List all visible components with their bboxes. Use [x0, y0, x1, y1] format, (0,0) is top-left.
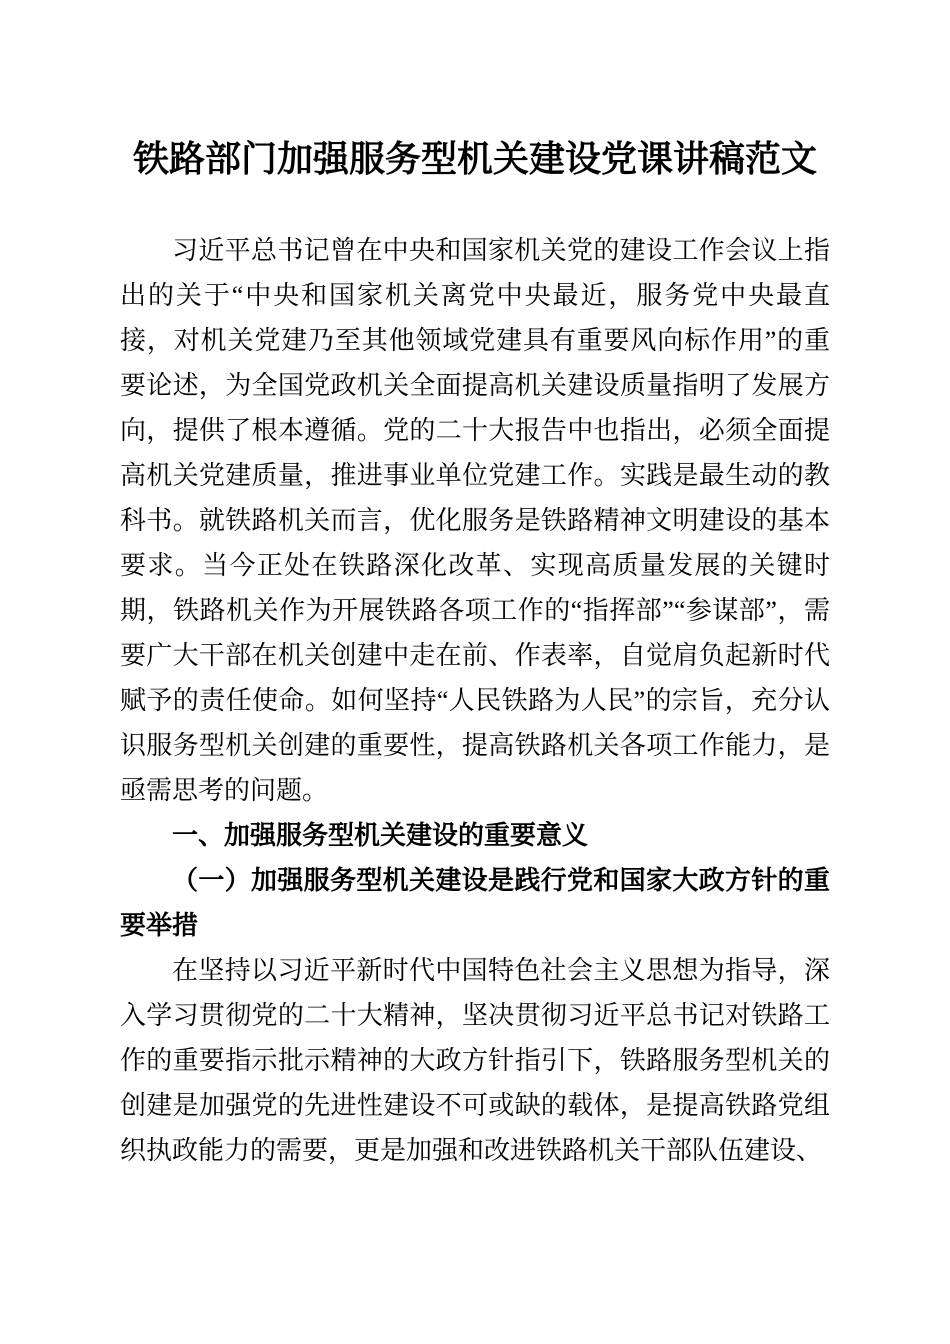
body-paragraph: 在坚持以习近平新时代中国特色社会主义思想为指导，深入学习贯彻党的二十大精神，坚决贯彻习近平总书记对铁路工作的重要指示批示精神的大政方针指引下，铁路服务型机关的创建是加强党的先进性建设不可或缺的载体，是提高铁路党组织执政能力的需要，更是加强和改进铁路机关干部队伍建设、	[120, 956, 830, 1165]
document-title: 铁路部门加强服务型机关建设党课讲稿范文	[132, 138, 817, 179]
subsection-heading: （一）加强服务型机关建设是践行党和国家大政方针的重要举措	[120, 865, 830, 940]
section-heading: 一、加强服务型机关建设的重要意义	[172, 820, 589, 850]
body-paragraph: 习近平总书记曾在中央和国家机关党的建设工作会议上指出的关于“中央和国家机关离党中央最近，服务党中央最直接，对机关党建乃至其他领域党建具有重要风向标作用”的重要论述，为全国党政机关全面提高机关建设质量指明了发展方向，提供了根本遵循。党的二十大报告中也指出，必须全面提高机关党建质量，推进事业单位党建工作。实践是最生动的教科书。就铁路机关而言，优化服务是铁路精神文明建设的基本要求。当今正处在铁路深化改革、实现高质量发展的关键时期，铁路机关作为开展铁路各项工作的“指挥部”“参谋部”，需要广大干部在机关创建中走在前、作表率，自觉肩负起新时代赋予的责任使命。如何坚持“人民铁路为人民”的宗旨，充分认识服务型机关创建的重要性，提高铁路机关各项工作能力，是亟需思考的问题。	[120, 236, 830, 805]
